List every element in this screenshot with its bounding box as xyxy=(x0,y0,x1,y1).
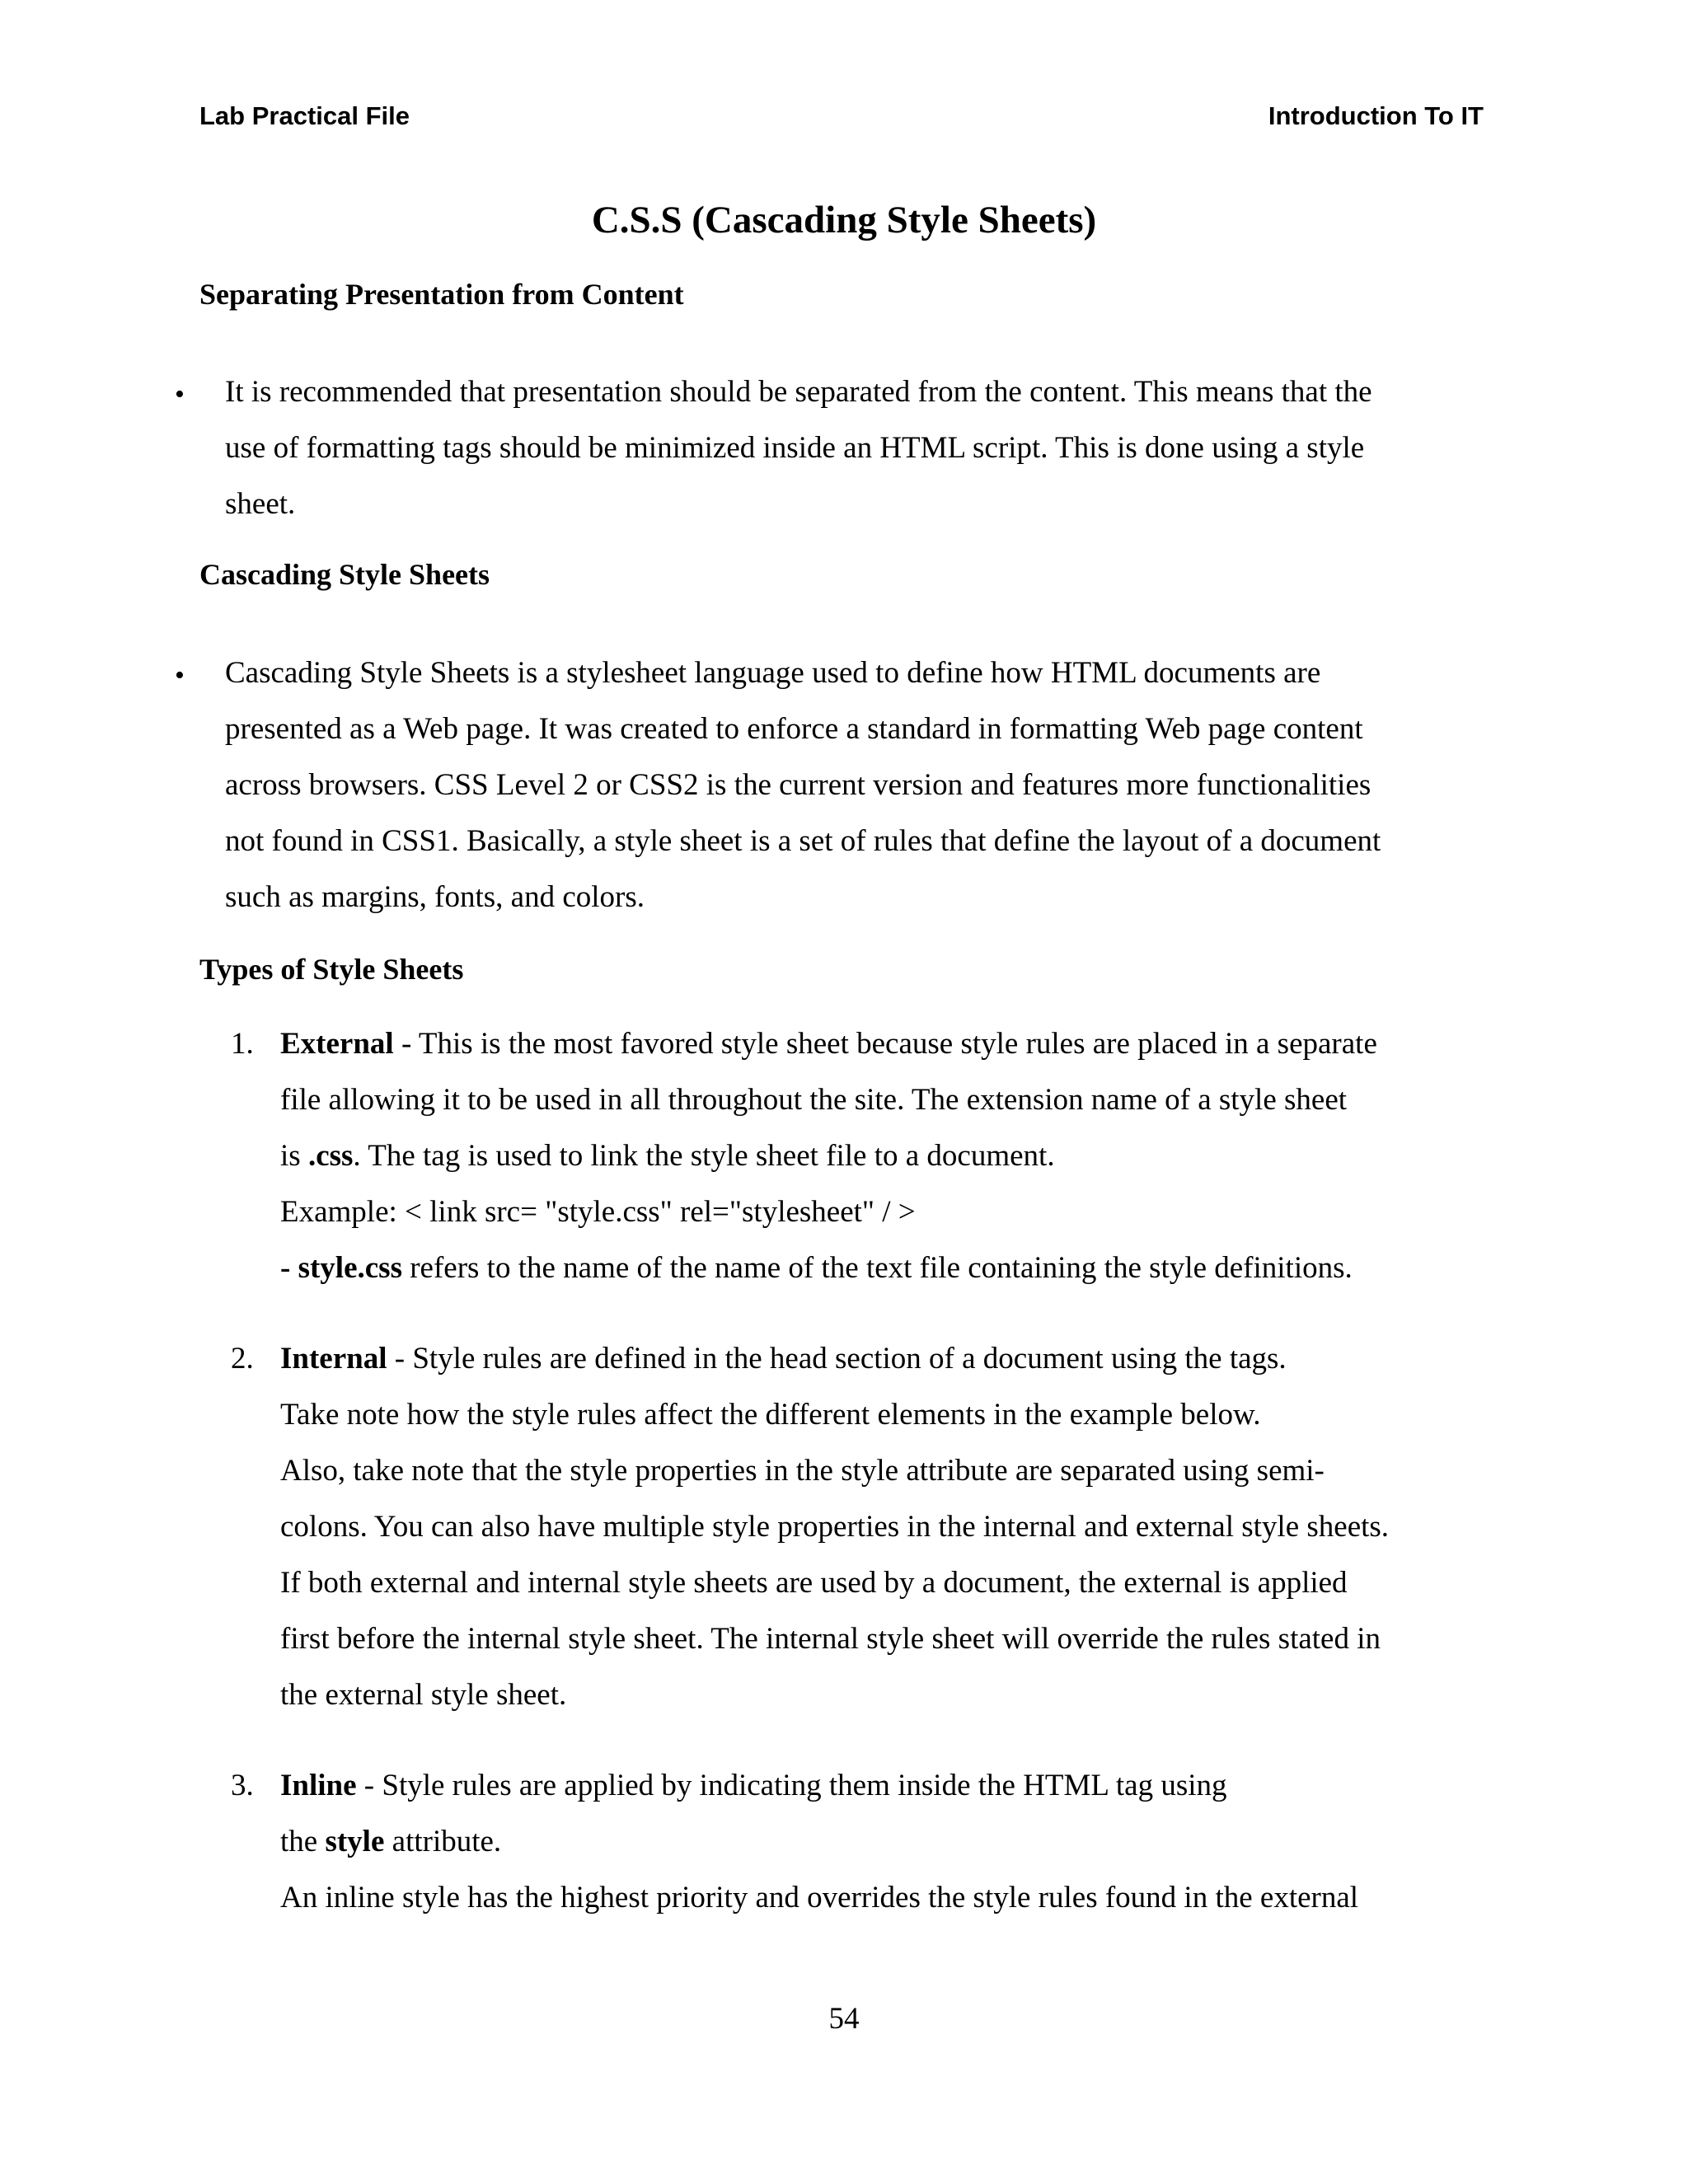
page-title: C.S.S (Cascading Style Sheets) xyxy=(591,199,1097,241)
paragraph-line: across browsers. CSS Level 2 or CSS2 is the current version and features more functionalities xyxy=(225,768,1372,802)
paragraph-line: Also, take note that the style properties in the style attribute are separated using semi- xyxy=(280,1454,1325,1488)
paragraph-line: presented as a Web page. It was created to enforce a standard in formatting Web page content xyxy=(225,712,1363,746)
paragraph-line: not found in CSS1. Basically, a style sheet is a set of rules that define the layout of a document xyxy=(225,824,1381,858)
header-left: Lab Practical File xyxy=(199,101,410,130)
term-inline: Inline xyxy=(280,1769,357,1802)
term-internal: Internal xyxy=(280,1342,387,1376)
section-heading-separating: Separating Presentation from Content xyxy=(199,278,684,311)
paragraph-line: the style attribute. xyxy=(280,1825,502,1858)
list-number: 3. xyxy=(231,1769,254,1802)
paragraph-line: - style.css refers to the name of the name of the text file containing the style definitions. xyxy=(280,1251,1353,1285)
list-number: 1. xyxy=(231,1027,254,1061)
bullet-icon: • xyxy=(175,379,185,410)
section-heading-types: Types of Style Sheets xyxy=(199,953,464,986)
header-right: Introduction To IT xyxy=(1268,101,1484,130)
paragraph-line: use of formatting tags should be minimized inside an HTML script. This is done using a style xyxy=(225,431,1365,465)
page-number: 54 xyxy=(828,2002,860,2036)
paragraph-line: Cascading Style Sheets is a stylesheet language used to define how HTML documents are xyxy=(225,656,1321,690)
bullet-icon: • xyxy=(175,660,185,691)
paragraph-line: It is recommended that presentation should be separated from the content. This means that the xyxy=(225,375,1372,409)
paragraph-line: such as margins, fonts, and colors. xyxy=(225,880,645,914)
section-heading-cascading: Cascading Style Sheets xyxy=(199,558,490,591)
list-number: 2. xyxy=(231,1342,254,1376)
list-item-inline: Inline - Style rules are applied by indicating them inside the HTML tag using xyxy=(280,1769,1227,1802)
example-line: Example: < link src= "style.css" rel="stylesheet" / > xyxy=(280,1195,916,1229)
paragraph-line: first before the internal style sheet. The internal style sheet will override the rules stated in xyxy=(280,1622,1381,1656)
paragraph-line: is .css. The tag is used to link the style sheet file to a document. xyxy=(280,1139,1055,1173)
paragraph-line: sheet. xyxy=(225,487,296,521)
paragraph-line: the external style sheet. xyxy=(280,1678,567,1712)
list-item-internal: Internal - Style rules are defined in the head section of a document using the tags. xyxy=(280,1342,1287,1376)
paragraph-line: An inline style has the highest priority and overrides the style rules found in the external xyxy=(280,1881,1359,1915)
paragraph-line: colons. You can also have multiple style properties in the internal and external style sheets. xyxy=(280,1510,1390,1544)
paragraph-line: file allowing it to be used in all throughout the site. The extension name of a style sheet xyxy=(280,1083,1348,1117)
paragraph-line: Take note how the style rules affect the different elements in the example below. xyxy=(280,1398,1261,1432)
paragraph-line: If both external and internal style sheets are used by a document, the external is applied xyxy=(280,1566,1348,1600)
term-external: External xyxy=(280,1027,394,1061)
list-item-external: External - This is the most favored style sheet because style rules are placed in a separate xyxy=(280,1027,1377,1061)
